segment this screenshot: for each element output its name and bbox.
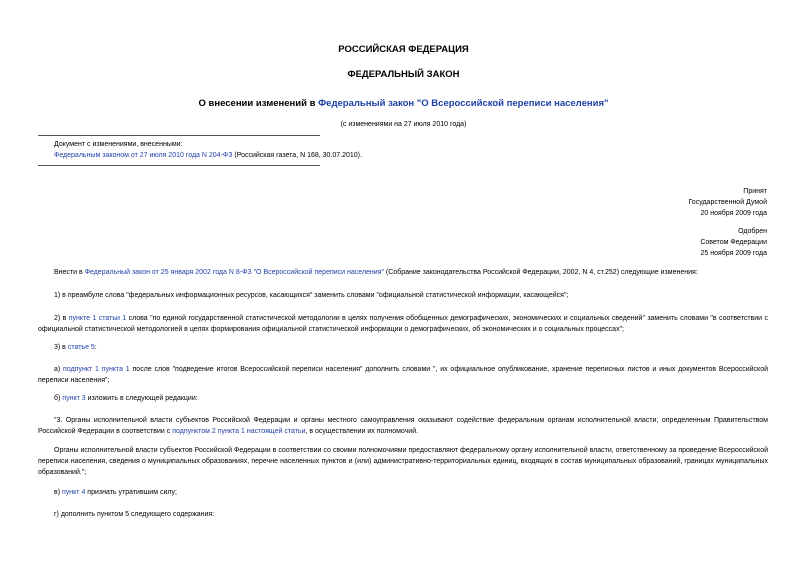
- amendment-note: [54, 139, 362, 161]
- approved-line-3: 25 ноября 2009 года: [700, 250, 767, 257]
- accepted-block: [688, 186, 767, 219]
- title-prefix: О внесении изменений в: [198, 98, 319, 109]
- note-top-rule: [38, 135, 320, 136]
- item-3-text-a: 3) в: [54, 344, 68, 351]
- item-3v-paragraph: [38, 487, 768, 498]
- item-2-paragraph: [38, 313, 768, 335]
- item-3b-paragraph: [38, 393, 768, 404]
- subitem-1-link[interactable]: подпункт 1 пункта 1: [63, 366, 130, 373]
- item-3-text-b: :: [94, 344, 97, 351]
- new-point-3-paragraph: [38, 415, 768, 437]
- point-3-link[interactable]: пункт 3: [62, 395, 86, 402]
- approved-line-1: Одобрен: [738, 228, 767, 235]
- item-2-text-a: 2) в: [54, 315, 69, 322]
- point-4-link[interactable]: пункт 4: [62, 489, 86, 496]
- law-type-heading: ФЕДЕРАЛЬНЫЙ ЗАКОН: [347, 69, 460, 80]
- article-5-link[interactable]: статье 5: [67, 344, 95, 351]
- note-line-2: [54, 150, 362, 161]
- item-1-paragraph: 1) в преамбуле слова "федеральных информационных ресурсов, касающихся" заменить словами "официальной статистической информации, касающейся";: [54, 292, 569, 299]
- item-2-text-b: слова "по единой государственной статистической методологии в целях получения обобщенных демографических, экономических и социальных сведений" заменить словами "в соответствии с официальной статистической методологией в целях формирования официальной статистической информации о демографических, об экономических и о социальных процессах";: [38, 315, 768, 333]
- intro-text-b: (Собрание законодательства Российской Федерации, 2002, N 4, ст.252) следующие изменения:: [383, 269, 698, 276]
- note-line-1: Документ с изменениями, внесенными:: [54, 141, 183, 148]
- regional-bodies-paragraph: Органы исполнительной власти субъектов Российской Федерации в соответствии со своими полномочиями предоставляют федеральному органу исполнительной власти, ответственному за проведение Всероссийской переписи населения, сведения о муниципальных образованиях, перечне населенных пунктов и (или) административно-территориальных единиц, входящих в состав муниципальных образований, границах муниципальных образований.";: [38, 447, 768, 476]
- item-3a-text-b: после слов "подведение итогов Всероссийской переписи населения" дополнить словами ", их официальное опубликование, хранение переписных листов и иных документов Всероссийской переписи населения";: [38, 366, 768, 384]
- item-3g-paragraph: г) дополнить пунктом 5 следующего содержания:: [54, 511, 215, 518]
- new-point-3-text-b: , в осуществлении их полномочий.: [305, 428, 419, 435]
- item-3-paragraph: [38, 342, 768, 353]
- approved-block: [700, 226, 767, 259]
- subitem-2-link[interactable]: подпунктом 2 пункта 1 настоящей статьи: [172, 428, 306, 435]
- intro-text-a: Внести в: [54, 269, 85, 276]
- item-3v-text-a: в): [54, 489, 62, 496]
- accepted-line-3: 20 ноября 2009 года: [700, 210, 767, 217]
- document-subtitle: (с изменениями на 27 июля 2010 года): [340, 121, 467, 128]
- intro-paragraph: [38, 267, 768, 278]
- item-3a-paragraph: [38, 364, 768, 386]
- country-heading: РОССИЙСКАЯ ФЕДЕРАЦИЯ: [338, 44, 469, 55]
- accepted-line-2: Государственной Думой: [688, 199, 767, 206]
- new-point-3-text-a: "3. Органы исполнительной власти субъектов Российской Федерации и органы местного самоуправления оказывают содействие федеральным органам исполнительной власти, определенным Правительством Российской Федерации в соответствии с: [38, 417, 768, 435]
- note-tail: (Российская газета, N 168, 30.07.2010).: [232, 152, 362, 159]
- item-3b-text-b: изложить в следующей редакции:: [85, 395, 198, 402]
- item-3a-text-a: а): [54, 366, 64, 373]
- document-title: [0, 98, 807, 109]
- note-bottom-rule: [38, 165, 320, 166]
- amending-law-link[interactable]: Федеральным законом от 27 июля 2010 года N 204-ФЗ: [54, 152, 233, 159]
- base-law-link[interactable]: Федеральный закон от 25 января 2002 года N 8-ФЗ "О Всероссийской переписи населения": [84, 269, 384, 276]
- title-law-link[interactable]: Федеральный закон "О Всероссийской переписи населения": [318, 98, 609, 109]
- article-1-link[interactable]: пункте 1 статьи 1: [68, 315, 127, 322]
- accepted-line-1: Принят: [743, 188, 767, 195]
- item-3v-text-b: признать утратившим силу;: [85, 489, 177, 496]
- item-3b-text-a: б): [54, 395, 63, 402]
- approved-line-2: Советом Федерации: [700, 239, 767, 246]
